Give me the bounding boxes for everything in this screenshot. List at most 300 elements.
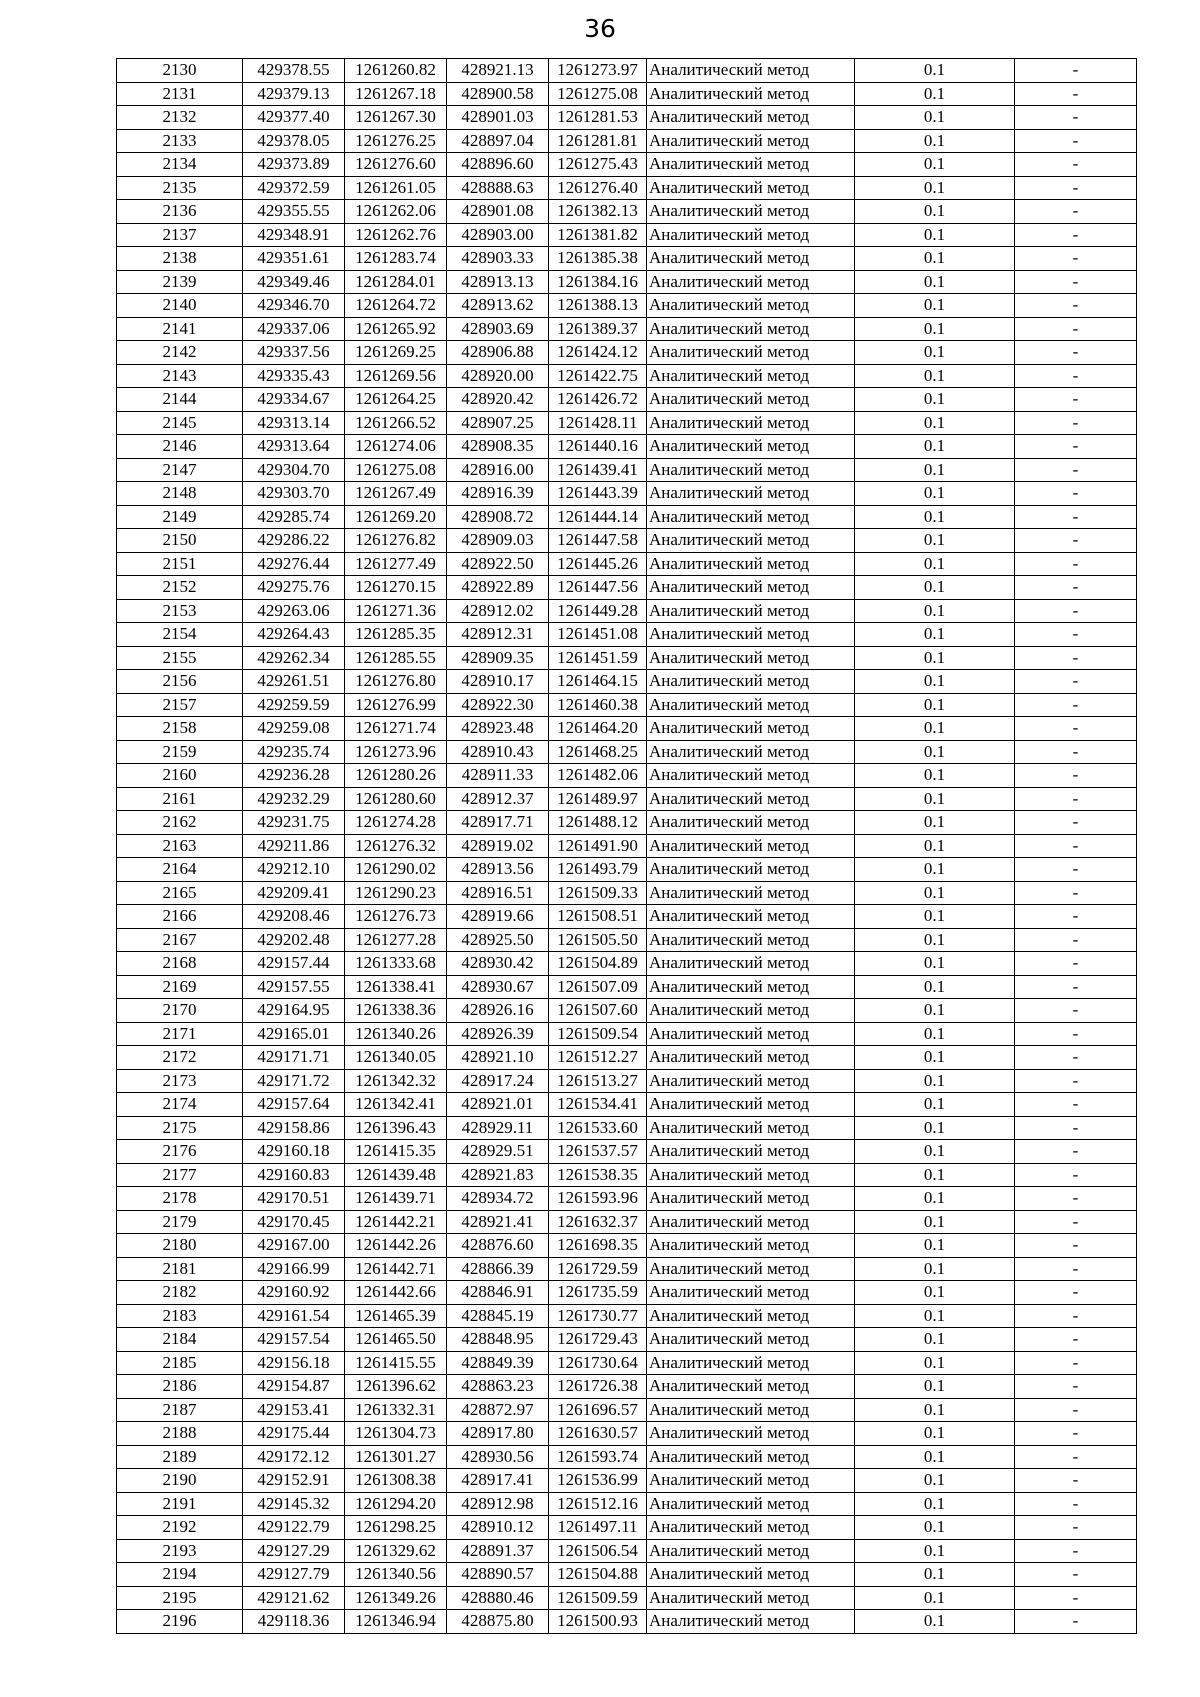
table-row (117, 317, 1137, 341)
note-cell: - (1015, 1234, 1137, 1258)
point-number-cell: 2174 (117, 1093, 243, 1117)
x1-cell: 429118.36 (243, 1610, 345, 1634)
point-number-cell: 2150 (117, 529, 243, 553)
x1-cell: 429235.74 (243, 740, 345, 764)
x1-cell: 429170.51 (243, 1187, 345, 1211)
note-cell: - (1015, 1304, 1137, 1328)
point-number-cell: 2137 (117, 223, 243, 247)
accuracy-cell: 0.1 (855, 176, 1015, 200)
x1-cell: 429379.13 (243, 82, 345, 106)
note-cell: - (1015, 670, 1137, 694)
point-number-cell: 2134 (117, 153, 243, 177)
x2-cell: 428913.13 (447, 270, 549, 294)
point-number-cell: 2190 (117, 1469, 243, 1493)
y2-cell: 1261464.20 (549, 717, 647, 741)
y1-cell: 1261280.60 (345, 787, 447, 811)
accuracy-cell: 0.1 (855, 1281, 1015, 1305)
method-cell: Аналитический метод (647, 905, 855, 929)
method-cell: Аналитический метод (647, 1257, 855, 1281)
note-cell: - (1015, 1351, 1137, 1375)
x1-cell: 429286.22 (243, 529, 345, 553)
method-cell: Аналитический метод (647, 599, 855, 623)
accuracy-cell: 0.1 (855, 59, 1015, 83)
table-row (117, 458, 1137, 482)
accuracy-cell: 0.1 (855, 200, 1015, 224)
method-cell: Аналитический метод (647, 1281, 855, 1305)
x1-cell: 429209.41 (243, 881, 345, 905)
accuracy-cell: 0.1 (855, 153, 1015, 177)
table-row (117, 1539, 1137, 1563)
point-number-cell: 2179 (117, 1210, 243, 1234)
x1-cell: 429378.05 (243, 129, 345, 153)
table-row (117, 881, 1137, 905)
y1-cell: 1261275.08 (345, 458, 447, 482)
note-cell: - (1015, 1046, 1137, 1070)
note-cell: - (1015, 834, 1137, 858)
x2-cell: 428888.63 (447, 176, 549, 200)
note-cell: - (1015, 106, 1137, 130)
table-row (117, 223, 1137, 247)
note-cell: - (1015, 1610, 1137, 1634)
y1-cell: 1261415.55 (345, 1351, 447, 1375)
method-cell: Аналитический метод (647, 364, 855, 388)
note-cell: - (1015, 529, 1137, 553)
x2-cell: 428910.12 (447, 1516, 549, 1540)
point-number-cell: 2162 (117, 811, 243, 835)
method-cell: Аналитический метод (647, 1422, 855, 1446)
accuracy-cell: 0.1 (855, 952, 1015, 976)
y1-cell: 1261294.20 (345, 1492, 447, 1516)
note-cell: - (1015, 247, 1137, 271)
point-number-cell: 2147 (117, 458, 243, 482)
x2-cell: 428923.48 (447, 717, 549, 741)
y2-cell: 1261422.75 (549, 364, 647, 388)
table-row (117, 670, 1137, 694)
table-row (117, 858, 1137, 882)
method-cell: Аналитический метод (647, 1539, 855, 1563)
y2-cell: 1261384.16 (549, 270, 647, 294)
y1-cell: 1261274.06 (345, 435, 447, 459)
accuracy-cell: 0.1 (855, 1210, 1015, 1234)
y1-cell: 1261262.06 (345, 200, 447, 224)
x1-cell: 429337.06 (243, 317, 345, 341)
x1-cell: 429202.48 (243, 928, 345, 952)
note-cell: - (1015, 1469, 1137, 1493)
method-cell: Аналитический метод (647, 1610, 855, 1634)
y2-cell: 1261488.12 (549, 811, 647, 835)
point-number-cell: 2173 (117, 1069, 243, 1093)
x1-cell: 429160.83 (243, 1163, 345, 1187)
x1-cell: 429171.71 (243, 1046, 345, 1070)
accuracy-cell: 0.1 (855, 1046, 1015, 1070)
table-row (117, 1069, 1137, 1093)
x1-cell: 429232.29 (243, 787, 345, 811)
y2-cell: 1261507.09 (549, 975, 647, 999)
accuracy-cell: 0.1 (855, 1422, 1015, 1446)
x2-cell: 428912.02 (447, 599, 549, 623)
point-number-cell: 2133 (117, 129, 243, 153)
accuracy-cell: 0.1 (855, 1539, 1015, 1563)
y2-cell: 1261698.35 (549, 1234, 647, 1258)
y1-cell: 1261340.26 (345, 1022, 447, 1046)
x2-cell: 428917.80 (447, 1422, 549, 1446)
y2-cell: 1261428.11 (549, 411, 647, 435)
accuracy-cell: 0.1 (855, 1516, 1015, 1540)
x1-cell: 429377.40 (243, 106, 345, 130)
point-number-cell: 2139 (117, 270, 243, 294)
table-row (117, 1375, 1137, 1399)
x2-cell: 428922.89 (447, 576, 549, 600)
note-cell: - (1015, 811, 1137, 835)
method-cell: Аналитический метод (647, 1187, 855, 1211)
y2-cell: 1261447.56 (549, 576, 647, 600)
accuracy-cell: 0.1 (855, 435, 1015, 459)
point-number-cell: 2175 (117, 1116, 243, 1140)
accuracy-cell: 0.1 (855, 505, 1015, 529)
table-row (117, 435, 1137, 459)
point-number-cell: 2193 (117, 1539, 243, 1563)
accuracy-cell: 0.1 (855, 458, 1015, 482)
x2-cell: 428919.02 (447, 834, 549, 858)
accuracy-cell: 0.1 (855, 1069, 1015, 1093)
y1-cell: 1261277.28 (345, 928, 447, 952)
y2-cell: 1261273.97 (549, 59, 647, 83)
x2-cell: 428934.72 (447, 1187, 549, 1211)
table-row (117, 1469, 1137, 1493)
x2-cell: 428930.56 (447, 1445, 549, 1469)
note-cell: - (1015, 928, 1137, 952)
note-cell: - (1015, 176, 1137, 200)
accuracy-cell: 0.1 (855, 1116, 1015, 1140)
accuracy-cell: 0.1 (855, 1375, 1015, 1399)
y1-cell: 1261465.50 (345, 1328, 447, 1352)
point-number-cell: 2143 (117, 364, 243, 388)
point-number-cell: 2155 (117, 646, 243, 670)
note-cell: - (1015, 1257, 1137, 1281)
table-row (117, 740, 1137, 764)
accuracy-cell: 0.1 (855, 529, 1015, 553)
y2-cell: 1261508.51 (549, 905, 647, 929)
x2-cell: 428900.58 (447, 82, 549, 106)
method-cell: Аналитический метод (647, 952, 855, 976)
y2-cell: 1261632.37 (549, 1210, 647, 1234)
y1-cell: 1261442.66 (345, 1281, 447, 1305)
y2-cell: 1261447.58 (549, 529, 647, 553)
y2-cell: 1261388.13 (549, 294, 647, 318)
page-number: 36 (584, 14, 616, 43)
note-cell: - (1015, 505, 1137, 529)
accuracy-cell: 0.1 (855, 834, 1015, 858)
method-cell: Аналитический метод (647, 435, 855, 459)
y1-cell: 1261465.39 (345, 1304, 447, 1328)
method-cell: Аналитический метод (647, 1046, 855, 1070)
note-cell: - (1015, 1210, 1137, 1234)
method-cell: Аналитический метод (647, 223, 855, 247)
accuracy-cell: 0.1 (855, 764, 1015, 788)
table-row (117, 270, 1137, 294)
x1-cell: 429175.44 (243, 1422, 345, 1446)
method-cell: Аналитический метод (647, 975, 855, 999)
accuracy-cell: 0.1 (855, 1328, 1015, 1352)
y2-cell: 1261593.74 (549, 1445, 647, 1469)
y2-cell: 1261509.33 (549, 881, 647, 905)
x2-cell: 428925.50 (447, 928, 549, 952)
x2-cell: 428921.13 (447, 59, 549, 83)
y2-cell: 1261593.96 (549, 1187, 647, 1211)
accuracy-cell: 0.1 (855, 129, 1015, 153)
point-number-cell: 2161 (117, 787, 243, 811)
y2-cell: 1261489.97 (549, 787, 647, 811)
table-row (117, 200, 1137, 224)
note-cell: - (1015, 1492, 1137, 1516)
x1-cell: 429152.91 (243, 1469, 345, 1493)
method-cell: Аналитический метод (647, 740, 855, 764)
point-number-cell: 2154 (117, 623, 243, 647)
accuracy-cell: 0.1 (855, 928, 1015, 952)
table-row (117, 59, 1137, 83)
y1-cell: 1261267.18 (345, 82, 447, 106)
x1-cell: 429166.99 (243, 1257, 345, 1281)
y2-cell: 1261729.43 (549, 1328, 647, 1352)
x1-cell: 429236.28 (243, 764, 345, 788)
x2-cell: 428910.17 (447, 670, 549, 694)
y2-cell: 1261504.89 (549, 952, 647, 976)
x2-cell: 428921.83 (447, 1163, 549, 1187)
x1-cell: 429285.74 (243, 505, 345, 529)
note-cell: - (1015, 646, 1137, 670)
y2-cell: 1261445.26 (549, 552, 647, 576)
x1-cell: 429156.18 (243, 1351, 345, 1375)
x2-cell: 428916.51 (447, 881, 549, 905)
y2-cell: 1261730.64 (549, 1351, 647, 1375)
point-number-cell: 2135 (117, 176, 243, 200)
x1-cell: 429261.51 (243, 670, 345, 694)
x2-cell: 428845.19 (447, 1304, 549, 1328)
note-cell: - (1015, 975, 1137, 999)
note-cell: - (1015, 717, 1137, 741)
x2-cell: 428926.16 (447, 999, 549, 1023)
x1-cell: 429172.12 (243, 1445, 345, 1469)
y2-cell: 1261281.53 (549, 106, 647, 130)
table-row (117, 693, 1137, 717)
method-cell: Аналитический метод (647, 928, 855, 952)
x2-cell: 428903.69 (447, 317, 549, 341)
y1-cell: 1261298.25 (345, 1516, 447, 1540)
x2-cell: 428930.42 (447, 952, 549, 976)
y2-cell: 1261440.16 (549, 435, 647, 459)
table-row (117, 952, 1137, 976)
accuracy-cell: 0.1 (855, 858, 1015, 882)
note-cell: - (1015, 1539, 1137, 1563)
point-number-cell: 2140 (117, 294, 243, 318)
y2-cell: 1261630.57 (549, 1422, 647, 1446)
note-cell: - (1015, 153, 1137, 177)
note-cell: - (1015, 1586, 1137, 1610)
point-number-cell: 2153 (117, 599, 243, 623)
note-cell: - (1015, 223, 1137, 247)
y2-cell: 1261513.27 (549, 1069, 647, 1093)
y1-cell: 1261274.28 (345, 811, 447, 835)
y1-cell: 1261439.71 (345, 1187, 447, 1211)
y2-cell: 1261389.37 (549, 317, 647, 341)
note-cell: - (1015, 1398, 1137, 1422)
accuracy-cell: 0.1 (855, 717, 1015, 741)
x2-cell: 428917.24 (447, 1069, 549, 1093)
note-cell: - (1015, 1163, 1137, 1187)
method-cell: Аналитический метод (647, 505, 855, 529)
note-cell: - (1015, 200, 1137, 224)
point-number-cell: 2184 (117, 1328, 243, 1352)
table-row (117, 1046, 1137, 1070)
table-row (117, 623, 1137, 647)
x2-cell: 428909.03 (447, 529, 549, 553)
method-cell: Аналитический метод (647, 881, 855, 905)
x2-cell: 428908.35 (447, 435, 549, 459)
method-cell: Аналитический метод (647, 129, 855, 153)
y1-cell: 1261329.62 (345, 1539, 447, 1563)
y1-cell: 1261285.55 (345, 646, 447, 670)
table-row (117, 82, 1137, 106)
accuracy-cell: 0.1 (855, 1140, 1015, 1164)
x2-cell: 428912.31 (447, 623, 549, 647)
point-number-cell: 2183 (117, 1304, 243, 1328)
table-row (117, 1210, 1137, 1234)
table-row (117, 153, 1137, 177)
accuracy-cell: 0.1 (855, 1492, 1015, 1516)
point-number-cell: 2180 (117, 1234, 243, 1258)
y2-cell: 1261424.12 (549, 341, 647, 365)
x2-cell: 428921.10 (447, 1046, 549, 1070)
accuracy-cell: 0.1 (855, 317, 1015, 341)
table-row (117, 1328, 1137, 1352)
accuracy-cell: 0.1 (855, 905, 1015, 929)
note-cell: - (1015, 905, 1137, 929)
accuracy-cell: 0.1 (855, 1257, 1015, 1281)
accuracy-cell: 0.1 (855, 294, 1015, 318)
y2-cell: 1261382.13 (549, 200, 647, 224)
table-row (117, 905, 1137, 929)
accuracy-cell: 0.1 (855, 364, 1015, 388)
note-cell: - (1015, 1328, 1137, 1352)
table-row (117, 1257, 1137, 1281)
accuracy-cell: 0.1 (855, 811, 1015, 835)
accuracy-cell: 0.1 (855, 223, 1015, 247)
y2-cell: 1261509.54 (549, 1022, 647, 1046)
method-cell: Аналитический метод (647, 787, 855, 811)
point-number-cell: 2146 (117, 435, 243, 459)
table-row (117, 1116, 1137, 1140)
table-row (117, 176, 1137, 200)
x2-cell: 428916.39 (447, 482, 549, 506)
y1-cell: 1261262.76 (345, 223, 447, 247)
point-number-cell: 2188 (117, 1422, 243, 1446)
x1-cell: 429157.64 (243, 1093, 345, 1117)
note-cell: - (1015, 1563, 1137, 1587)
y1-cell: 1261301.27 (345, 1445, 447, 1469)
accuracy-cell: 0.1 (855, 599, 1015, 623)
x2-cell: 428922.30 (447, 693, 549, 717)
point-number-cell: 2196 (117, 1610, 243, 1634)
x1-cell: 429122.79 (243, 1516, 345, 1540)
method-cell: Аналитический метод (647, 1140, 855, 1164)
x1-cell: 429349.46 (243, 270, 345, 294)
accuracy-cell: 0.1 (855, 1445, 1015, 1469)
method-cell: Аналитический метод (647, 341, 855, 365)
table-row (117, 411, 1137, 435)
x2-cell: 428911.33 (447, 764, 549, 788)
table-row (117, 646, 1137, 670)
x2-cell: 428906.88 (447, 341, 549, 365)
y1-cell: 1261346.94 (345, 1610, 447, 1634)
y1-cell: 1261261.05 (345, 176, 447, 200)
y2-cell: 1261735.59 (549, 1281, 647, 1305)
x1-cell: 429351.61 (243, 247, 345, 271)
method-cell: Аналитический метод (647, 247, 855, 271)
y2-cell: 1261491.90 (549, 834, 647, 858)
x2-cell: 428901.08 (447, 200, 549, 224)
accuracy-cell: 0.1 (855, 482, 1015, 506)
x1-cell: 429212.10 (243, 858, 345, 882)
x1-cell: 429158.86 (243, 1116, 345, 1140)
method-cell: Аналитический метод (647, 552, 855, 576)
y1-cell: 1261264.25 (345, 388, 447, 412)
point-number-cell: 2182 (117, 1281, 243, 1305)
x2-cell: 428848.95 (447, 1328, 549, 1352)
table-row (117, 1422, 1137, 1446)
x2-cell: 428903.00 (447, 223, 549, 247)
point-number-cell: 2130 (117, 59, 243, 83)
x2-cell: 428901.03 (447, 106, 549, 130)
point-number-cell: 2145 (117, 411, 243, 435)
x2-cell: 428903.33 (447, 247, 549, 271)
accuracy-cell: 0.1 (855, 1469, 1015, 1493)
note-cell: - (1015, 294, 1137, 318)
x1-cell: 429170.45 (243, 1210, 345, 1234)
point-number-cell: 2160 (117, 764, 243, 788)
accuracy-cell: 0.1 (855, 247, 1015, 271)
table-row (117, 341, 1137, 365)
accuracy-cell: 0.1 (855, 1304, 1015, 1328)
table-row (117, 1610, 1137, 1634)
method-cell: Аналитический метод (647, 1328, 855, 1352)
accuracy-cell: 0.1 (855, 740, 1015, 764)
point-number-cell: 2189 (117, 1445, 243, 1469)
x2-cell: 428930.67 (447, 975, 549, 999)
accuracy-cell: 0.1 (855, 646, 1015, 670)
x1-cell: 429303.70 (243, 482, 345, 506)
y2-cell: 1261505.50 (549, 928, 647, 952)
y1-cell: 1261285.35 (345, 623, 447, 647)
accuracy-cell: 0.1 (855, 106, 1015, 130)
method-cell: Аналитический метод (647, 1375, 855, 1399)
note-cell: - (1015, 623, 1137, 647)
y2-cell: 1261536.99 (549, 1469, 647, 1493)
method-cell: Аналитический метод (647, 1022, 855, 1046)
accuracy-cell: 0.1 (855, 1187, 1015, 1211)
method-cell: Аналитический метод (647, 670, 855, 694)
point-number-cell: 2138 (117, 247, 243, 271)
point-number-cell: 2187 (117, 1398, 243, 1422)
method-cell: Аналитический метод (647, 270, 855, 294)
x2-cell: 428921.41 (447, 1210, 549, 1234)
x1-cell: 429167.00 (243, 1234, 345, 1258)
method-cell: Аналитический метод (647, 176, 855, 200)
x1-cell: 429127.79 (243, 1563, 345, 1587)
y2-cell: 1261281.81 (549, 129, 647, 153)
x1-cell: 429373.89 (243, 153, 345, 177)
x2-cell: 428916.00 (447, 458, 549, 482)
method-cell: Аналитический метод (647, 82, 855, 106)
